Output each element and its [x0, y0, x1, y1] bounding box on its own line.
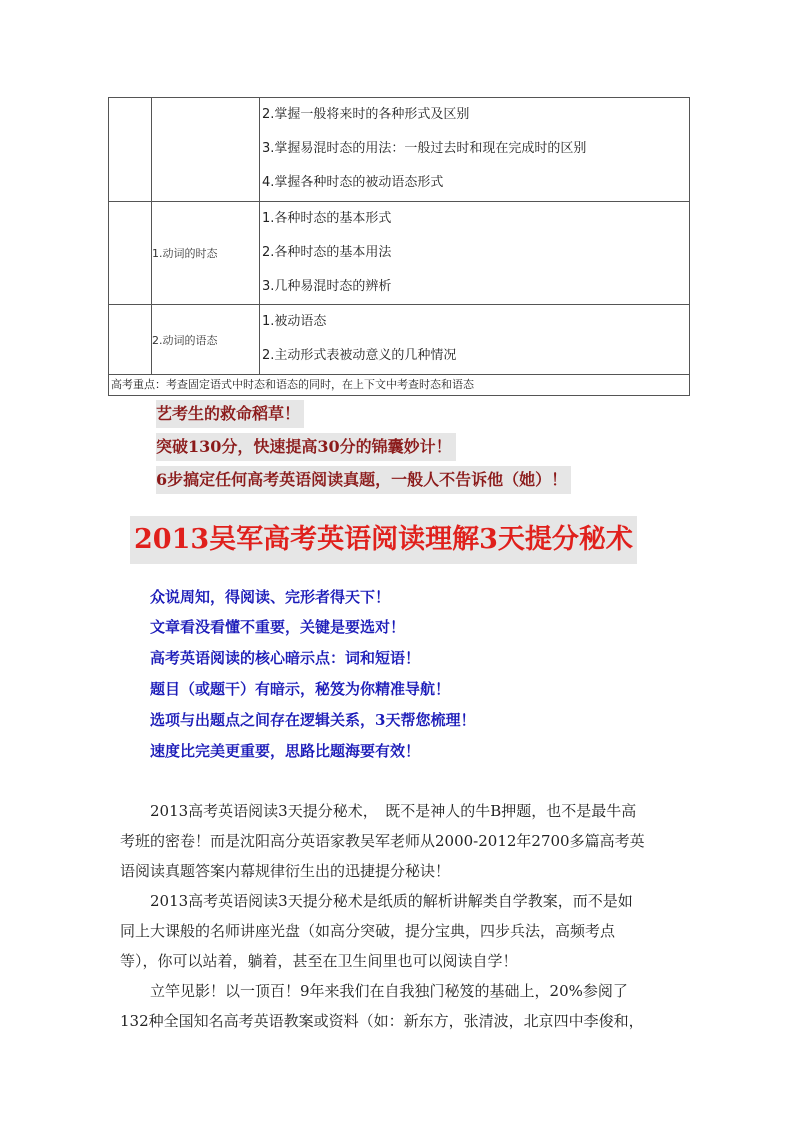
- table-cell-category: [152, 98, 260, 201]
- table-note: 高考重点：考查固定语式中时态和语态的同时，在上下文中考查时态和语态: [111, 378, 474, 391]
- body-line: 立竿见影！以一顶百！9年来我们在自我独门秘笈的基础上，20%参阅了: [120, 982, 628, 1000]
- slogan-line: 众说周知，得阅读、完形者得天下！: [150, 588, 391, 606]
- table-cell-category: 1.动词的时态: [152, 202, 260, 304]
- table-cell-empty: [109, 305, 152, 374]
- table-row: [109, 98, 689, 202]
- promo-line: 突破130分，快速提高30分的锦囊妙计！: [156, 433, 456, 461]
- page-headline: 2013吴军高考英语阅读理解3天提分秘术: [130, 516, 637, 564]
- body-line: 考班的密卷！而是沈阳高分英语家教吴军老师从2000-2012年2700多篇高考英: [120, 832, 645, 850]
- table-cell-items: [260, 98, 689, 204]
- syllabus-table: [108, 97, 690, 396]
- body-line: 同上大课般的名师讲座光盘（如高分突破，提分宝典，四步兵法，高频考点: [120, 922, 616, 940]
- table-item: 2.掌握一般将来时的各种形式及区别: [262, 107, 470, 122]
- slogan-line: 文章看没看懂不重要，关键是要选对！: [150, 618, 406, 636]
- table-cell-empty: [109, 98, 152, 201]
- table-item: 2.主动形式表被动意义的几种情况: [262, 348, 457, 363]
- table-cell-empty: [109, 202, 152, 304]
- table-row: [109, 202, 689, 305]
- table-cell-items: [260, 202, 689, 308]
- promo-line: 艺考生的救命稻草！: [156, 400, 304, 428]
- table-item: 4.掌握各种时态的被动语态形式: [262, 175, 444, 190]
- table-item: 2.各种时态的基本用法: [262, 245, 392, 260]
- slogan-line: 选项与出题点之间存在逻辑关系，3天帮您梳理！: [150, 711, 476, 729]
- table-item: 3.几种易混时态的辨析: [262, 279, 392, 294]
- table-item: 1.各种时态的基本形式: [262, 211, 392, 226]
- body-line: 2013高考英语阅读3天提分秘术是纸质的解析讲解类自学教案，而不是如: [120, 892, 633, 910]
- table-item: 3.掌握易混时态的用法：一般过去时和现在完成时的区别: [262, 141, 587, 156]
- promo-line: 6步搞定任何高考英语阅读真题，一般人不告诉他（她）！: [156, 466, 571, 494]
- slogan-line: 高考英语阅读的核心暗示点：词和短语！: [150, 649, 421, 667]
- body-line: 2013高考英语阅读3天提分秘术， 既不是神人的牛B押题，也不是最牛高: [120, 802, 637, 820]
- body-line: 语阅读真题答案内幕规律衍生出的迅捷提分秘诀！: [120, 862, 451, 880]
- body-line: 等），你可以站着，躺着，甚至在卫生间里也可以阅读自学！: [120, 952, 518, 970]
- body-line: 132种全国知名高考英语教案或资料（如：新东方，张清波，北京四中李俊和，: [120, 1012, 644, 1030]
- table-row: [109, 305, 689, 375]
- table-item: 1.被动语态: [262, 314, 327, 329]
- slogan-line: 题目（或题干）有暗示，秘笈为你精准导航！: [150, 680, 451, 698]
- slogan-line: 速度比完美更重要，思路比题海要有效！: [150, 742, 421, 760]
- table-cell-items: [260, 305, 689, 377]
- table-cell-category: 2.动词的语态: [152, 305, 260, 374]
- table-note-row: [109, 375, 689, 395]
